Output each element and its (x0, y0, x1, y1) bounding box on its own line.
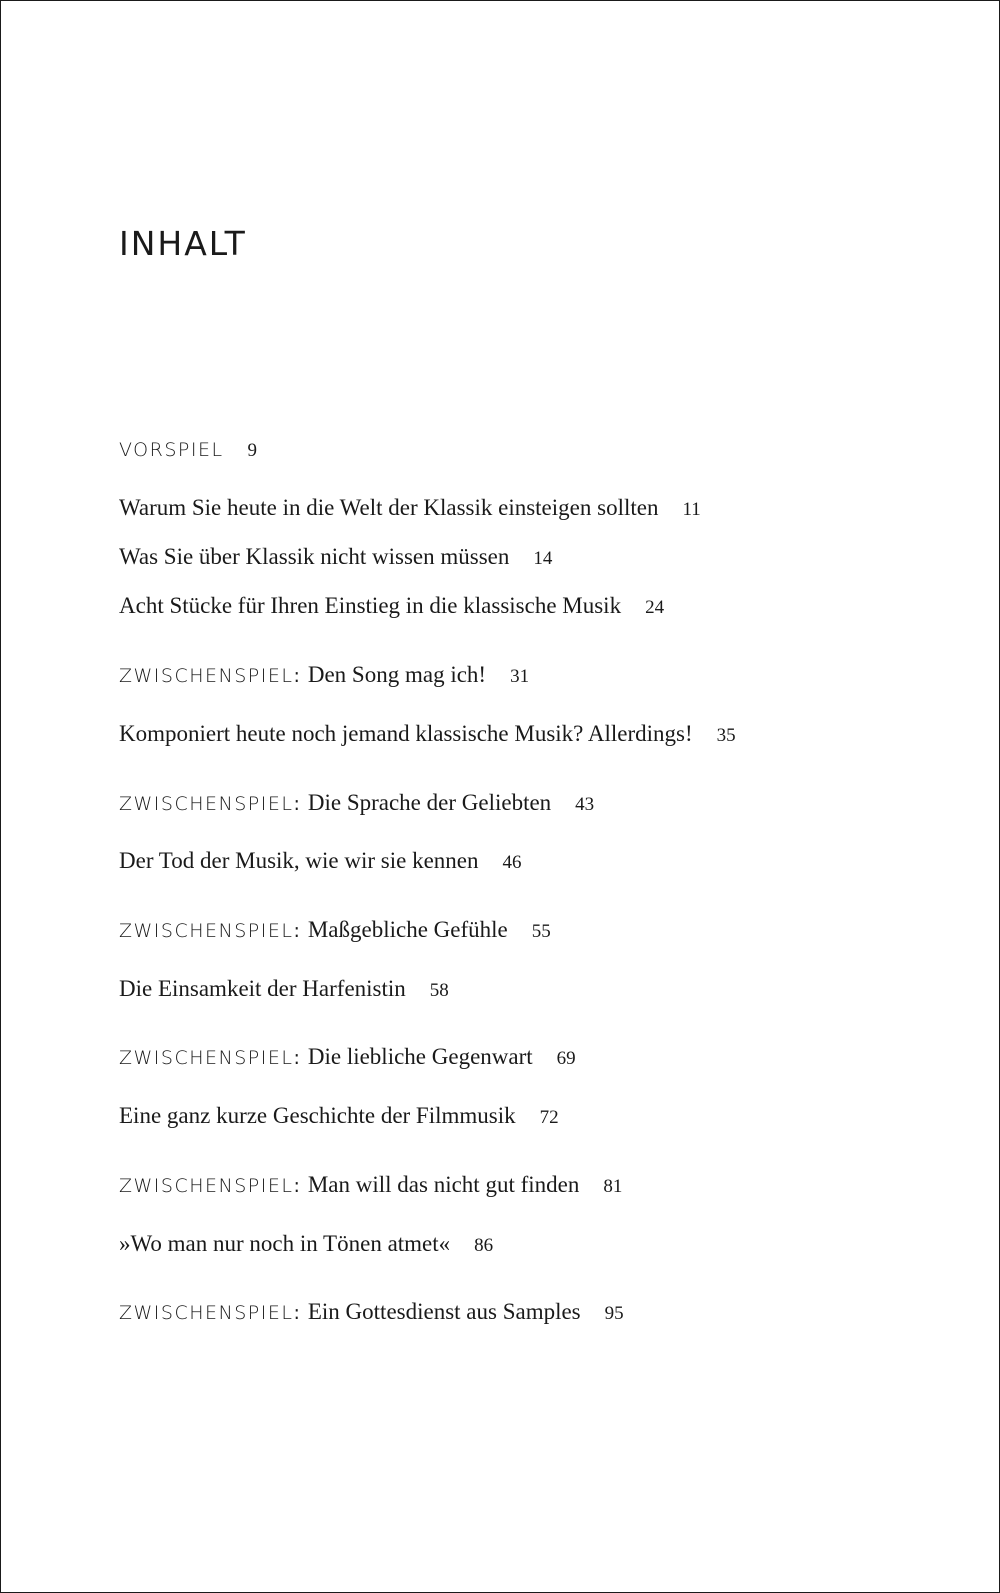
entry-title: Die Einsamkeit der Harfenistin (119, 976, 406, 1001)
page-number: 72 (539, 1107, 559, 1128)
toc-entry-vorspiel (119, 434, 257, 466)
page-number: 24 (645, 597, 665, 618)
page-title: INHALT (119, 224, 247, 263)
toc-entry-zwischenspiel (119, 1170, 622, 1202)
entry-title: Man will das nicht gut finden (307, 1172, 580, 1197)
section-label: ZWISCHENSPIEL (119, 1175, 294, 1197)
toc-entry-zwischenspiel (119, 1297, 624, 1329)
page-number: 9 (247, 440, 258, 461)
toc-entry (119, 1229, 493, 1261)
page-number: 43 (575, 794, 595, 815)
entry-title: Der Tod der Musik, wie wir sie kennen (119, 848, 479, 873)
page-number: 46 (502, 852, 522, 873)
entry-title: Warum Sie heute in die Welt der Klassik einsteigen sollten (119, 495, 659, 520)
page-number: 31 (510, 666, 530, 687)
section-label: VORSPIEL (119, 439, 224, 461)
section-label: ZWISCHENSPIEL (119, 665, 294, 687)
page-number: 86 (474, 1235, 494, 1256)
toc-entry (119, 493, 701, 525)
page-number: 58 (429, 980, 449, 1001)
section-label: ZWISCHENSPIEL (119, 1047, 294, 1069)
toc-entry-zwischenspiel (119, 788, 594, 820)
entry-title: Die Sprache der Geliebten (307, 790, 552, 815)
label-separator: : (293, 1302, 300, 1324)
entry-title: Den Song mag ich! (307, 662, 487, 687)
label-separator: : (293, 1175, 300, 1197)
entry-title: Was Sie über Klassik nicht wissen müssen (119, 544, 510, 569)
page-number: 55 (531, 921, 551, 942)
toc-entry (119, 542, 552, 574)
entry-title: Maßgebliche Gefühle (307, 917, 508, 942)
toc-entry (119, 974, 449, 1006)
entry-title: Komponiert heute noch jemand klassische Musik? Allerdings! (119, 721, 693, 746)
toc-entry (119, 591, 664, 623)
page-number: 81 (603, 1176, 623, 1197)
toc-entry-zwischenspiel (119, 915, 551, 947)
page-number: 95 (604, 1303, 624, 1324)
entry-title: Die liebliche Gegenwart (307, 1044, 533, 1069)
label-separator: : (293, 920, 300, 942)
section-label: ZWISCHENSPIEL (119, 920, 294, 942)
section-label: ZWISCHENSPIEL (119, 1302, 294, 1324)
toc-entry (119, 719, 736, 751)
entry-title: Acht Stücke für Ihren Einstieg in die klassische Musik (119, 593, 622, 618)
label-separator: : (293, 1047, 300, 1069)
label-separator: : (293, 665, 300, 687)
entry-title: »Wo man nur noch in Tönen atmet« (119, 1231, 451, 1256)
toc-entry-zwischenspiel (119, 1042, 576, 1074)
page-number: 35 (716, 725, 736, 746)
toc-entry (119, 846, 522, 878)
page-number: 14 (533, 548, 553, 569)
section-label: ZWISCHENSPIEL (119, 793, 294, 815)
label-separator: : (293, 793, 300, 815)
page-number: 69 (556, 1048, 576, 1069)
toc-entry (119, 1101, 559, 1133)
entry-title: Eine ganz kurze Geschichte der Filmmusik (119, 1103, 516, 1128)
toc-entry-zwischenspiel (119, 660, 529, 692)
entry-title: Ein Gottesdienst aus Samples (307, 1299, 581, 1324)
page-number: 11 (682, 499, 701, 520)
